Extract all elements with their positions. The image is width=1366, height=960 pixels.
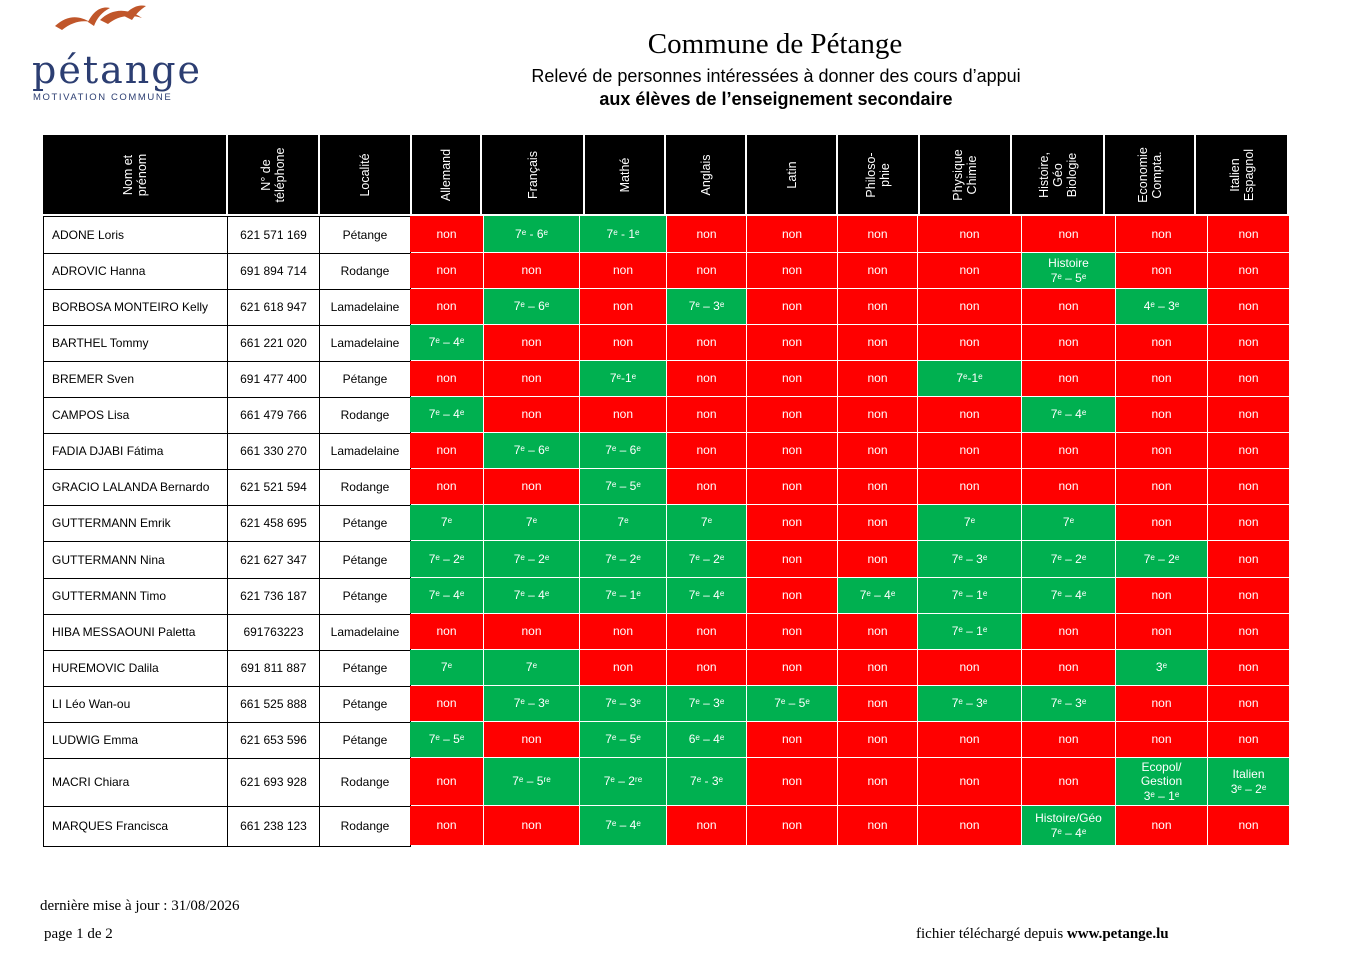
cell-philosophie: non xyxy=(838,289,917,324)
cell-histoire-geo-bio: 7ᵉ – 3ᵉ xyxy=(1022,686,1115,721)
cell-economie-compta: non xyxy=(1116,216,1207,252)
cell-allemand: 7ᵉ xyxy=(410,650,483,685)
cell-anglais: 7ᵉ – 4ᵉ xyxy=(667,578,746,613)
cell-economie-compta: non xyxy=(1116,397,1207,432)
cell-anglais: non xyxy=(667,806,746,845)
cell-phone: 661 238 123 xyxy=(227,806,320,847)
cell-name: ADONE Loris xyxy=(43,216,228,254)
cell-latin: non xyxy=(747,397,837,432)
cell-physique-chimie: non xyxy=(918,806,1021,845)
cell-physique-chimie: non xyxy=(918,216,1021,252)
column-header-italien-espagnol xyxy=(1196,135,1287,214)
cell-philosophie: non xyxy=(838,686,917,721)
cell-name: GRACIO LALANDA Bernardo xyxy=(43,469,228,506)
cell-italien-espagnol: non xyxy=(1208,614,1289,649)
cell-italien-espagnol: non xyxy=(1208,578,1289,613)
cell-latin: non xyxy=(747,469,837,504)
column-header-phone xyxy=(228,135,318,214)
cell-physique-chimie: 7ᵉ xyxy=(918,505,1021,540)
cell-economie-compta: 3ᵉ xyxy=(1116,650,1207,685)
page-title: Commune de Pétange xyxy=(647,28,903,60)
cell-name: FADIA DJABI Fátima xyxy=(43,433,228,470)
cell-histoire-geo-bio: 7ᵉ – 2ᵉ xyxy=(1022,541,1115,577)
cell-francais: 7ᵉ xyxy=(484,505,579,540)
cell-anglais: non xyxy=(667,433,746,468)
column-header-locality xyxy=(320,135,410,214)
cell-latin: non xyxy=(747,722,837,757)
cell-phone: 621 571 169 xyxy=(227,216,320,254)
column-header-name xyxy=(43,135,226,214)
cell-histoire-geo-bio: non xyxy=(1022,433,1115,468)
cell-italien-espagnol: non xyxy=(1208,216,1289,252)
cell-phone: 661 330 270 xyxy=(227,433,320,470)
cell-name: CAMPOS Lisa xyxy=(43,397,228,434)
cell-mathe: non xyxy=(580,325,666,360)
cell-italien-espagnol: non xyxy=(1208,433,1289,468)
cell-francais: non xyxy=(484,397,579,432)
cell-philosophie: non xyxy=(838,806,917,845)
cell-francais: 7ᵉ – 6ᵉ xyxy=(484,289,579,324)
cell-name: GUTTERMANN Timo xyxy=(43,578,228,615)
cell-philosophie: non xyxy=(838,325,917,360)
cell-italien-espagnol: non xyxy=(1208,397,1289,432)
cell-latin: non xyxy=(747,806,837,845)
column-header-label: Economie Compta. xyxy=(1135,146,1164,203)
cell-philosophie: non xyxy=(838,650,917,685)
cell-locality: Rodange xyxy=(319,397,411,434)
cell-phone: 691763223 xyxy=(227,614,320,651)
page-subtitle: Relevé de personnes intéressées à donner des cours d’appui xyxy=(531,66,1021,86)
cell-locality: Pétange xyxy=(319,216,411,254)
cell-physique-chimie: 7ᵉ – 1ᵉ xyxy=(918,578,1021,613)
cell-phone: 691 477 400 xyxy=(227,361,320,398)
cell-francais: 7ᵉ – 5ʳᵉ xyxy=(484,758,579,805)
cell-histoire-geo-bio: 7ᵉ – 4ᵉ xyxy=(1022,397,1115,432)
cell-name: MACRI Chiara xyxy=(43,758,228,807)
cell-locality: Lamadelaine xyxy=(319,614,411,651)
cell-locality: Pétange xyxy=(319,505,411,542)
cell-anglais: 7ᵉ – 3ᵉ xyxy=(667,289,746,324)
column-header-label: Mathé xyxy=(617,157,632,192)
logo-wordmark: pétange xyxy=(32,48,203,92)
cell-physique-chimie: non xyxy=(918,253,1021,288)
cell-latin: non xyxy=(747,216,837,252)
column-header-label: Histoire, Géo Biologie xyxy=(1036,151,1079,198)
cell-mathe: 7ᵉ – 4ᵉ xyxy=(580,806,666,845)
cell-anglais: non xyxy=(667,325,746,360)
column-header-label: Nom et prénom xyxy=(120,153,149,196)
cell-histoire-geo-bio: non xyxy=(1022,469,1115,504)
cell-histoire-geo-bio: non xyxy=(1022,216,1115,252)
cell-philosophie: non xyxy=(838,505,917,540)
cell-phone: 621 521 594 xyxy=(227,469,320,506)
cell-allemand: 7ᵉ – 4ᵉ xyxy=(410,578,483,613)
cell-latin: 7ᵉ – 5ᵉ xyxy=(747,686,837,721)
cell-italien-espagnol: non xyxy=(1208,253,1289,288)
cell-latin: non xyxy=(747,541,837,577)
cell-locality: Pétange xyxy=(319,361,411,398)
cell-francais: non xyxy=(484,325,579,360)
cell-anglais: 7ᵉ xyxy=(667,505,746,540)
cell-anglais: non xyxy=(667,469,746,504)
cell-francais: non xyxy=(484,806,579,845)
cell-italien-espagnol: non xyxy=(1208,722,1289,757)
cell-mathe: 7ᵉ - 1ᵉ xyxy=(580,216,666,252)
cell-locality: Pétange xyxy=(319,578,411,615)
cell-anglais: non xyxy=(667,650,746,685)
cell-economie-compta: non xyxy=(1116,505,1207,540)
cell-allemand: non xyxy=(410,806,483,845)
cell-physique-chimie: non xyxy=(918,758,1021,805)
cell-physique-chimie: non xyxy=(918,397,1021,432)
cell-mathe: 7ᵉ – 2ᵉ xyxy=(580,541,666,577)
cell-mathe: 7ᵉ – 2ʳᵉ xyxy=(580,758,666,805)
cell-italien-espagnol: non xyxy=(1208,806,1289,845)
cell-locality: Pétange xyxy=(319,650,411,687)
cell-economie-compta: non xyxy=(1116,325,1207,360)
column-header-philosophie xyxy=(838,135,918,214)
cell-name: BREMER Sven xyxy=(43,361,228,398)
cell-economie-compta: non xyxy=(1116,433,1207,468)
cell-francais: non xyxy=(484,469,579,504)
cell-allemand: non xyxy=(410,614,483,649)
cell-histoire-geo-bio: Histoire/Géo 7ᵉ – 4ᵉ xyxy=(1022,806,1115,845)
cell-francais: 7ᵉ – 4ᵉ xyxy=(484,578,579,613)
cell-economie-compta: non xyxy=(1116,722,1207,757)
cell-phone: 621 627 347 xyxy=(227,541,320,579)
cell-francais: 7ᵉ – 6ᵉ xyxy=(484,433,579,468)
cell-name: LI Léo Wan-ou xyxy=(43,686,228,723)
source-note xyxy=(916,926,1169,943)
cell-anglais: non xyxy=(667,397,746,432)
source-link[interactable]: www.petange.lu xyxy=(1066,926,1169,942)
cell-allemand: non xyxy=(410,361,483,396)
cell-phone: 621 736 187 xyxy=(227,578,320,615)
cell-anglais: 7ᵉ - 3ᵉ xyxy=(667,758,746,805)
cell-latin: non xyxy=(747,253,837,288)
cell-physique-chimie: non xyxy=(918,722,1021,757)
cell-mathe: 7ᵉ – 3ᵉ xyxy=(580,686,666,721)
last-update: dernière mise à jour : 31/08/2026 xyxy=(40,898,240,914)
source-prefix: fichier téléchargé depuis xyxy=(916,926,1067,942)
cell-italien-espagnol: non xyxy=(1208,686,1289,721)
cell-name: HIBA MESSAOUNI Paletta xyxy=(43,614,228,651)
cell-locality: Lamadelaine xyxy=(319,325,411,362)
cell-philosophie: non xyxy=(838,433,917,468)
cell-anglais: 6ᵉ – 4ᵉ xyxy=(667,722,746,757)
cell-mathe: 7ᵉ – 1ᵉ xyxy=(580,578,666,613)
cell-allemand: non xyxy=(410,433,483,468)
cell-latin: non xyxy=(747,614,837,649)
cell-mathe: non xyxy=(580,289,666,324)
cell-francais: non xyxy=(484,722,579,757)
cell-latin: non xyxy=(747,325,837,360)
cell-histoire-geo-bio: Histoire 7ᵉ – 5ᵉ xyxy=(1022,253,1115,288)
cell-francais: non xyxy=(484,361,579,396)
cell-phone: 691 894 714 xyxy=(227,253,320,290)
cell-latin: non xyxy=(747,361,837,396)
cell-allemand: non xyxy=(410,686,483,721)
cell-latin: non xyxy=(747,433,837,468)
cell-physique-chimie: non xyxy=(918,650,1021,685)
cell-allemand: non xyxy=(410,469,483,504)
cell-locality: Rodange xyxy=(319,253,411,290)
column-header-label: Allemand xyxy=(439,148,453,201)
cell-mathe: 7ᵉ-1ᵉ xyxy=(580,361,666,396)
column-header-allemand xyxy=(412,135,480,214)
cell-mathe: 7ᵉ – 6ᵉ xyxy=(580,433,666,468)
cell-histoire-geo-bio: non xyxy=(1022,289,1115,324)
cell-name: GUTTERMANN Emrik xyxy=(43,505,228,542)
cell-phone: 691 811 887 xyxy=(227,650,320,687)
cell-allemand: non xyxy=(410,758,483,805)
cell-italien-espagnol: non xyxy=(1208,289,1289,324)
cell-francais: 7ᵉ xyxy=(484,650,579,685)
cell-mathe: 7ᵉ – 5ᵉ xyxy=(580,722,666,757)
column-header-label: Latin xyxy=(784,160,799,189)
cell-allemand: non xyxy=(410,216,483,252)
cell-philosophie: non xyxy=(838,253,917,288)
cell-philosophie: non xyxy=(838,469,917,504)
cell-name: BORBOSA MONTEIRO Kelly xyxy=(43,289,228,326)
cell-allemand: non xyxy=(410,289,483,324)
cell-locality: Pétange xyxy=(319,722,411,759)
cell-francais: non xyxy=(484,614,579,649)
cell-anglais: non xyxy=(667,361,746,396)
cell-locality: Rodange xyxy=(319,469,411,506)
cell-economie-compta: non xyxy=(1116,361,1207,396)
column-header-label: Physique Chimie xyxy=(951,148,979,201)
cell-phone: 621 693 928 xyxy=(227,758,320,807)
cell-economie-compta: non xyxy=(1116,686,1207,721)
cell-allemand: 7ᵉ xyxy=(410,505,483,540)
cell-economie-compta: non xyxy=(1116,469,1207,504)
cell-anglais: non xyxy=(667,253,746,288)
cell-name: BARTHEL Tommy xyxy=(43,325,228,362)
cell-economie-compta: 4ᵉ – 3ᵉ xyxy=(1116,289,1207,324)
cell-italien-espagnol: non xyxy=(1208,325,1289,360)
cell-histoire-geo-bio: non xyxy=(1022,614,1115,649)
cell-economie-compta: non xyxy=(1116,253,1207,288)
cell-francais: non xyxy=(484,253,579,288)
cell-economie-compta: non xyxy=(1116,614,1207,649)
birds-icon xyxy=(50,2,160,42)
cell-francais: 7ᵉ - 6ᵉ xyxy=(484,216,579,252)
cell-mathe: non xyxy=(580,397,666,432)
column-header-label: Italien Espagnol xyxy=(1227,148,1256,201)
cell-locality: Lamadelaine xyxy=(319,289,411,326)
cell-anglais: 7ᵉ – 3ᵉ xyxy=(667,686,746,721)
cell-name: GUTTERMANN Nina xyxy=(43,541,228,579)
column-header-histoire-geo-bio xyxy=(1012,135,1103,214)
column-header-label: Français xyxy=(525,150,540,199)
cell-francais: 7ᵉ – 2ᵉ xyxy=(484,541,579,577)
cell-mathe: 7ᵉ xyxy=(580,505,666,540)
cell-phone: 661 221 020 xyxy=(227,325,320,362)
cell-physique-chimie: 7ᵉ – 1ᵉ xyxy=(918,614,1021,649)
cell-physique-chimie: 7ᵉ – 3ᵉ xyxy=(918,686,1021,721)
cell-francais: 7ᵉ – 3ᵉ xyxy=(484,686,579,721)
cell-latin: non xyxy=(747,578,837,613)
page-number: page 1 de 2 xyxy=(44,926,113,942)
column-header-economie-compta xyxy=(1105,135,1194,214)
cell-physique-chimie: 7ᵉ-1ᵉ xyxy=(918,361,1021,396)
cell-histoire-geo-bio: non xyxy=(1022,361,1115,396)
cell-italien-espagnol: non xyxy=(1208,361,1289,396)
cell-allemand: 7ᵉ – 4ᵉ xyxy=(410,325,483,360)
cell-latin: non xyxy=(747,289,837,324)
cell-philosophie: 7ᵉ – 4ᵉ xyxy=(838,578,917,613)
cell-mathe: 7ᵉ – 5ᵉ xyxy=(580,469,666,504)
cell-italien-espagnol: non xyxy=(1208,469,1289,504)
cell-philosophie: non xyxy=(838,397,917,432)
cell-physique-chimie: 7ᵉ – 3ᵉ xyxy=(918,541,1021,577)
cell-histoire-geo-bio: non xyxy=(1022,722,1115,757)
column-header-label: Philoso- phie xyxy=(864,151,892,198)
cell-philosophie: non xyxy=(838,541,917,577)
cell-anglais: non xyxy=(667,216,746,252)
cell-name: HUREMOVIC Dalila xyxy=(43,650,228,687)
cell-philosophie: non xyxy=(838,361,917,396)
cell-anglais: 7ᵉ – 2ᵉ xyxy=(667,541,746,577)
cell-italien-espagnol: Italien 3ᵉ – 2ᵉ xyxy=(1208,758,1289,805)
cell-name: ADROVIC Hanna xyxy=(43,253,228,290)
cell-histoire-geo-bio: 7ᵉ – 4ᵉ xyxy=(1022,578,1115,613)
petange-logo xyxy=(30,2,203,103)
cell-phone: 661 525 888 xyxy=(227,686,320,723)
cell-philosophie: non xyxy=(838,758,917,805)
cell-locality: Rodange xyxy=(319,758,411,807)
cell-economie-compta: Ecopol/ Gestion 3ᵉ – 1ᵉ xyxy=(1116,758,1207,805)
cell-locality: Pétange xyxy=(319,541,411,579)
cell-philosophie: non xyxy=(838,614,917,649)
cell-allemand: 7ᵉ – 2ᵉ xyxy=(410,541,483,577)
cell-mathe: non xyxy=(580,650,666,685)
cell-latin: non xyxy=(747,505,837,540)
cell-allemand: 7ᵉ – 5ᵉ xyxy=(410,722,483,757)
cell-name: MARQUES Francisca xyxy=(43,806,228,847)
column-header-francais xyxy=(482,135,583,214)
cell-latin: non xyxy=(747,650,837,685)
cell-philosophie: non xyxy=(838,722,917,757)
cell-phone: 621 458 695 xyxy=(227,505,320,542)
cell-phone: 621 618 947 xyxy=(227,289,320,326)
column-header-label: N° de téléphone xyxy=(259,147,287,202)
cell-locality: Pétange xyxy=(319,686,411,723)
cell-italien-espagnol: non xyxy=(1208,650,1289,685)
cell-economie-compta: 7ᵉ – 2ᵉ xyxy=(1116,541,1207,577)
cell-locality: Lamadelaine xyxy=(319,433,411,470)
cell-mathe: non xyxy=(580,614,666,649)
cell-name: LUDWIG Emma xyxy=(43,722,228,759)
cell-anglais: non xyxy=(667,614,746,649)
column-header-anglais xyxy=(666,135,745,214)
page-subtitle-bold: aux élèves de l’enseignement secondaire xyxy=(599,89,953,109)
cell-latin: non xyxy=(747,758,837,805)
cell-italien-espagnol: non xyxy=(1208,505,1289,540)
cell-economie-compta: non xyxy=(1116,578,1207,613)
cell-histoire-geo-bio: 7ᵉ xyxy=(1022,505,1115,540)
cell-physique-chimie: non xyxy=(918,289,1021,324)
column-header-label: Anglais xyxy=(698,154,713,195)
column-header-physique-chimie xyxy=(920,135,1010,214)
cell-mathe: non xyxy=(580,253,666,288)
cell-phone: 661 479 766 xyxy=(227,397,320,434)
cell-economie-compta: non xyxy=(1116,806,1207,845)
cell-histoire-geo-bio: non xyxy=(1022,758,1115,805)
column-header-label: Localité xyxy=(358,152,372,197)
cell-physique-chimie: non xyxy=(918,469,1021,504)
column-header-mathe xyxy=(585,135,664,214)
cell-philosophie: non xyxy=(838,216,917,252)
logo-tagline: MOTIVATION COMMUNE xyxy=(33,92,173,103)
column-header-latin xyxy=(747,135,836,214)
cell-italien-espagnol: non xyxy=(1208,541,1289,577)
cell-histoire-geo-bio: non xyxy=(1022,650,1115,685)
cell-phone: 621 653 596 xyxy=(227,722,320,759)
cell-histoire-geo-bio: non xyxy=(1022,325,1115,360)
cell-physique-chimie: non xyxy=(918,433,1021,468)
cell-allemand: 7ᵉ – 4ᵉ xyxy=(410,397,483,432)
cell-allemand: non xyxy=(410,253,483,288)
cell-locality: Rodange xyxy=(319,806,411,847)
cell-physique-chimie: non xyxy=(918,325,1021,360)
